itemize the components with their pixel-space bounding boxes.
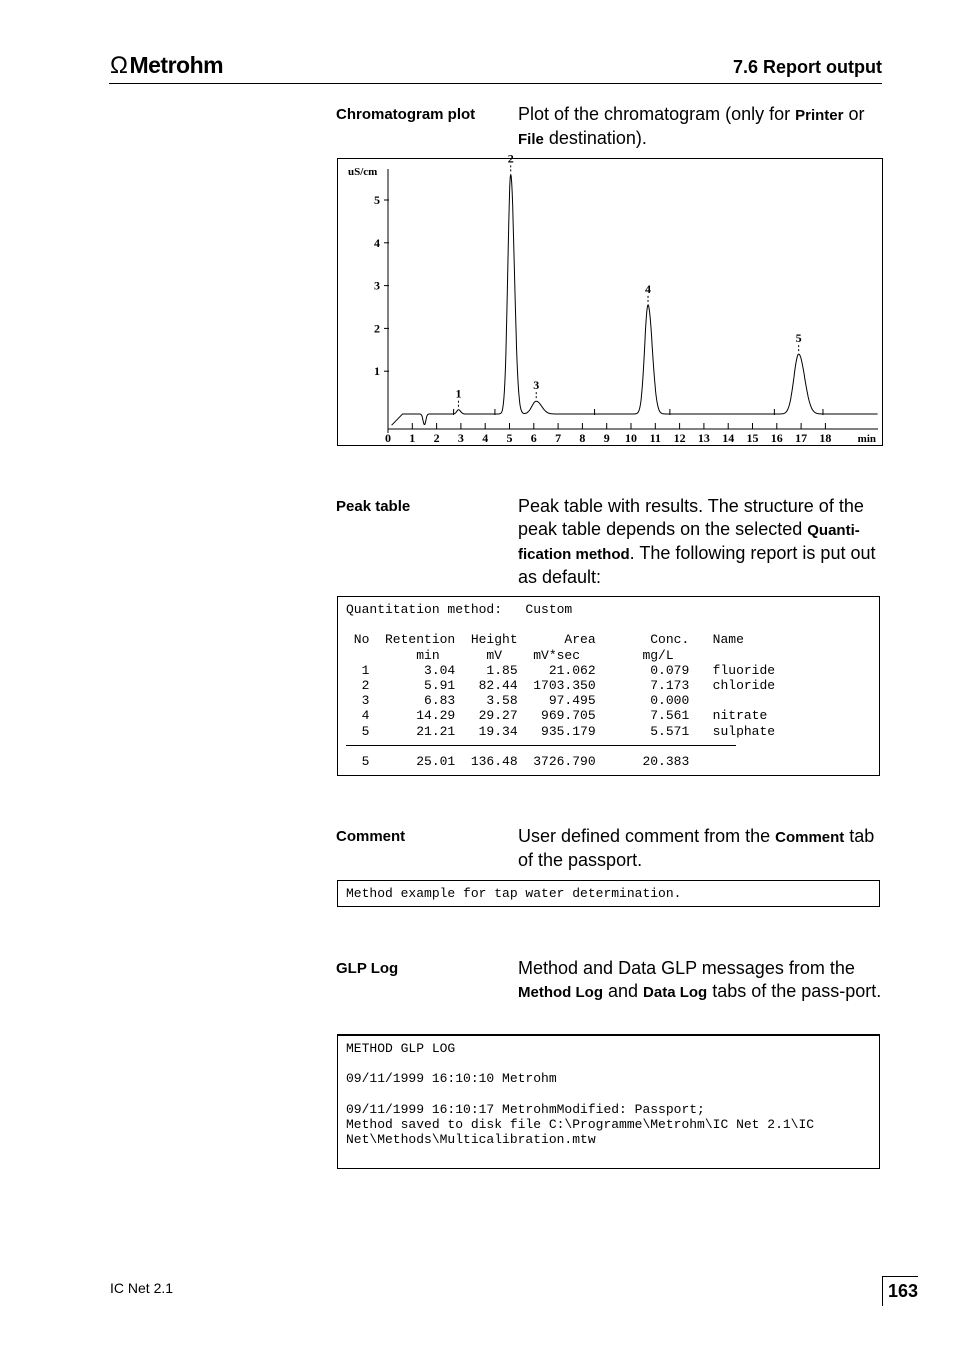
x-tick-label: 2 — [433, 431, 440, 445]
x-tick-label: 7 — [555, 431, 562, 445]
x-tick-label: 13 — [697, 431, 710, 445]
x-tick-label: 0 — [385, 431, 391, 445]
x-tick-label: 11 — [649, 431, 661, 445]
chromatogram-description: Plot of the chromatogram (only for Printer or File destination). — [518, 104, 865, 148]
x-tick-label: 8 — [579, 431, 586, 445]
x-tick-label: 6 — [530, 431, 537, 445]
peak-label: 4 — [645, 281, 652, 296]
header-divider — [109, 83, 882, 84]
x-tick-label: 1 — [409, 431, 416, 445]
x-tick-label: 18 — [819, 431, 832, 445]
glp-log-box — [337, 1034, 880, 1169]
y-axis-unit: uS/cm — [348, 166, 378, 178]
peak-label: 2 — [507, 151, 514, 166]
section-title: 7.6 Report output — [733, 57, 882, 77]
x-tick-label: 14 — [722, 431, 735, 445]
x-tick-label: 10 — [625, 431, 637, 445]
comment-content: Method example for tap water determination. — [346, 886, 682, 901]
footer-product: IC Net 2.1 — [110, 1280, 174, 1296]
comment-description: User defined comment from the Comment tab of the passport. — [518, 826, 875, 870]
comment-label: Comment — [336, 828, 406, 845]
comment-box — [337, 880, 880, 907]
glp-log-description: Method and Data GLP messages from the Method Log and Data Log tabs of the pass-port. — [518, 958, 882, 1001]
x-tick-label: 4 — [482, 431, 489, 445]
peak-table-sum-rule — [346, 745, 736, 746]
glp-log-label: GLP Log — [336, 960, 399, 977]
x-tick-label: 12 — [673, 431, 686, 445]
glp-log-content: METHOD GLP LOG 09/11/1999 16:10:10 Metrohm 09/11/1999 16:10:17 MetrohmModified: Passport; Method saved to disk file C:\Programme\Metrohm\IC Net 2.1\IC Net\Methods\Multicalibration.mtw — [346, 1041, 815, 1148]
y-tick-label: 5 — [374, 193, 380, 207]
y-tick-label: 3 — [374, 278, 380, 293]
peak-label: 3 — [533, 378, 540, 393]
x-tick-label: 9 — [603, 431, 610, 445]
x-tick-label: 5 — [506, 431, 513, 445]
peak-table-label: Peak table — [336, 498, 411, 515]
peak-label: 5 — [795, 331, 802, 346]
x-axis-unit: min — [857, 433, 876, 445]
peak-table-box — [337, 596, 880, 776]
y-tick-label: 2 — [374, 321, 380, 336]
x-tick-label: 17 — [795, 431, 808, 445]
peak-table-content: Quantitation method: Custom No Retention Height Area Conc. Name min mV mV*sec mg/L 1 3.04 1.85 21.062 0.079 fluoride 2 5.91 82.44 1703.350 7.173 chloride 3 6.83 3.58 97.495 0.000 4 14.29 29.27 969.705 7.561 nitrate 5 21.21 19.34 935.179 5.571 sulphate 5 25.01 136.48 3726.790 20.383 — [346, 602, 776, 770]
omega-logo-icon: Ω — [110, 52, 128, 79]
y-tick-label: 1 — [374, 364, 380, 379]
page-number: 163 — [882, 1276, 918, 1306]
chromatogram-svg — [338, 151, 882, 445]
y-tick-label: 4 — [374, 235, 380, 250]
x-tick-label: 3 — [457, 431, 464, 445]
x-tick-label: 15 — [746, 431, 759, 445]
peak-table-description: Peak table with results. The structure of the peak table depends on the selected Quanti-fication method. The following report is put out as default: — [518, 496, 876, 587]
chromatogram-chart — [337, 151, 883, 446]
chromatogram-trace — [392, 174, 878, 425]
peak-label: 1 — [455, 386, 462, 401]
chromatogram-label: Chromatogram plot — [336, 106, 476, 123]
x-tick-label: 16 — [770, 431, 783, 445]
metrohm-logo — [110, 52, 223, 80]
logo-text: Metrohm — [129, 52, 224, 78]
